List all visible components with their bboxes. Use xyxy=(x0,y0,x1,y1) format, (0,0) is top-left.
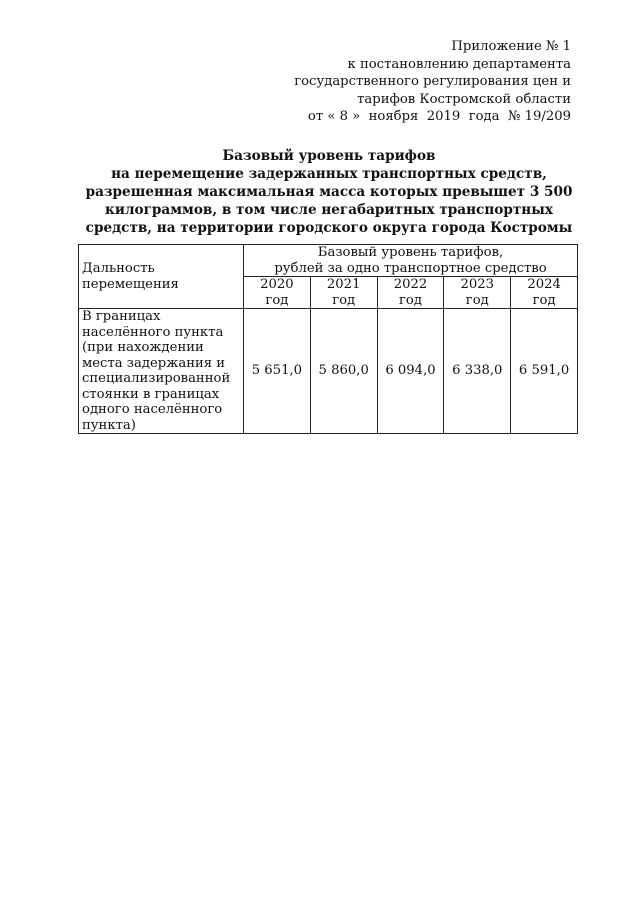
year-number: 2020 xyxy=(260,277,294,292)
year-unit: год xyxy=(399,292,422,308)
row-label: В границах населённого пункта (при нахождении места задержания и специализированной стоянки в границах одного населённого пункта) xyxy=(79,309,244,434)
year-header xyxy=(244,277,311,309)
tariff-value: 5 651,0 xyxy=(244,309,311,434)
column-header-distance: Дальность перемещения xyxy=(79,245,244,309)
year-header xyxy=(511,277,578,309)
appendix-line: тарифов Костромской области xyxy=(357,91,571,107)
resolution-reference: от « 8 » ноября 2019 года № 19/209 xyxy=(307,109,571,124)
year-header xyxy=(444,277,511,309)
column-header-tariff-group xyxy=(244,245,578,277)
appendix-line: государственного регулирования цен и xyxy=(294,74,571,89)
year-number: 2021 xyxy=(326,277,361,292)
year-unit: год xyxy=(532,292,556,308)
tariff-value: 6 094,0 xyxy=(377,309,444,434)
group-header-line: Базовый уровень тарифов, xyxy=(317,245,504,260)
group-header-line: рублей за одно транспортное средство xyxy=(274,260,547,276)
year-unit: год xyxy=(465,292,489,308)
year-unit: год xyxy=(265,292,289,308)
year-header xyxy=(377,277,444,309)
year-number: 2022 xyxy=(393,277,428,292)
year-number: 2024 xyxy=(527,277,561,292)
table-header-row xyxy=(79,245,578,277)
appendix-header xyxy=(294,38,571,126)
title-subtitle: на перемещение задержанных транспортных средств, разрешенная максимальная масса которых превышет 3 500 килограммов, в том числе негабаритных транспортных средств, на территории городского округа города Костромы xyxy=(85,166,573,236)
year-number: 2023 xyxy=(460,277,495,292)
document-title xyxy=(80,147,578,237)
tariff-value: 6 338,0 xyxy=(444,309,511,434)
year-header xyxy=(310,277,377,309)
tariff-value: 6 591,0 xyxy=(511,309,578,434)
appendix-line: к постановлению департамента xyxy=(347,56,571,72)
title-line: Базовый уровень тарифов xyxy=(222,148,436,164)
tariff-value: 5 860,0 xyxy=(310,309,377,434)
table-row xyxy=(79,309,578,434)
appendix-title: Приложение № 1 xyxy=(451,39,571,54)
year-unit: год xyxy=(332,292,356,308)
tariff-table xyxy=(78,244,578,434)
